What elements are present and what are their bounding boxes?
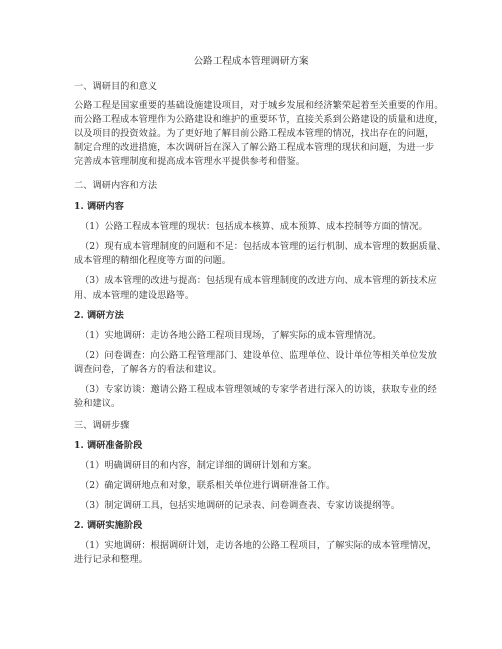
list-item: （2）确定调研地点和对象，联系相关单位进行调研准备工作。 [80, 480, 336, 491]
paragraph-line: 用、成本管理的建设思路等。 [74, 290, 195, 301]
list-item: （3）专家访谈：邀请公路工程成本管理领域的专家学者进行深入的访谈，获取专业的经 [80, 384, 437, 395]
paragraph-line: 公路工程是国家重要的基础设施建设项目，对于城乡发展和经济繁荣起着至关重要的作用。 [74, 100, 444, 111]
paragraph-line: 成本管理的精细化程度等方面的问题。 [74, 255, 232, 266]
section-heading-1: 一、调研目的和意义 [74, 81, 158, 92]
paragraph-line: 验和建议。 [74, 398, 121, 409]
list-item: （2）问卷调查：向公路工程管理部门、建设单位、监理单位、设计单位等相关单位发放 [80, 350, 437, 361]
paragraph-line: 以及项目的投资效益。为了更好地了解目前公路工程成本管理的情况，找出存在的问题， [74, 128, 435, 139]
paragraph-line: 调查问卷，了解各方的看法和建议。 [74, 364, 222, 375]
paragraph-line: 完善成本管理制度和提高成本管理水平提供参考和借鉴。 [74, 156, 305, 167]
list-item: （2）现有成本管理制度的问题和不足：包括成本管理的运行机制、成本管理的数据质量、 [80, 241, 447, 252]
section-heading-2: 二、调研内容和方法 [74, 180, 158, 191]
list-item: （1）明确调研目的和内容，制定详细的调研计划和方案。 [80, 460, 317, 471]
section-heading-3: 三、调研步骤 [74, 420, 130, 431]
subheading: 1. 调研准备阶段 [74, 440, 143, 451]
subheading: 2. 调研实施阶段 [74, 520, 143, 531]
list-item: （3）制定调研工具，包括实地调研的记录表、问卷调查表、专家访谈提纲等。 [80, 500, 400, 511]
subheading: 1. 调研内容 [74, 201, 124, 212]
document-title: 公路工程成本管理调研方案 [193, 56, 309, 67]
list-item: （1）公路工程成本管理的现状：包括成本核算、成本预算、成本控制等方面的情况。 [80, 221, 428, 232]
paragraph-line: 制定合理的改进措施，本次调研旨在深入了解公路工程成本管理的现状和问题，为进一步 [74, 142, 435, 153]
list-item: （1）实地调研：走访各地公路工程项目现场，了解实际的成本管理情况。 [80, 330, 382, 341]
paragraph-line: 进行记录和整理。 [74, 554, 148, 565]
subheading: 2. 调研方法 [74, 310, 124, 321]
paragraph-line: 而公路工程成本管理作为公路建设和维护的重要环节，直接关系到公路建设的质量和进度， [74, 114, 444, 125]
list-item: （1）实地调研：根据调研计划，走访各地的公路工程项目，了解实际的成本管理情况， [80, 540, 437, 551]
list-item: （3）成本管理的改进与提高：包括现有成本管理制度的改进方向、成本管理的新技术应 [80, 275, 437, 286]
